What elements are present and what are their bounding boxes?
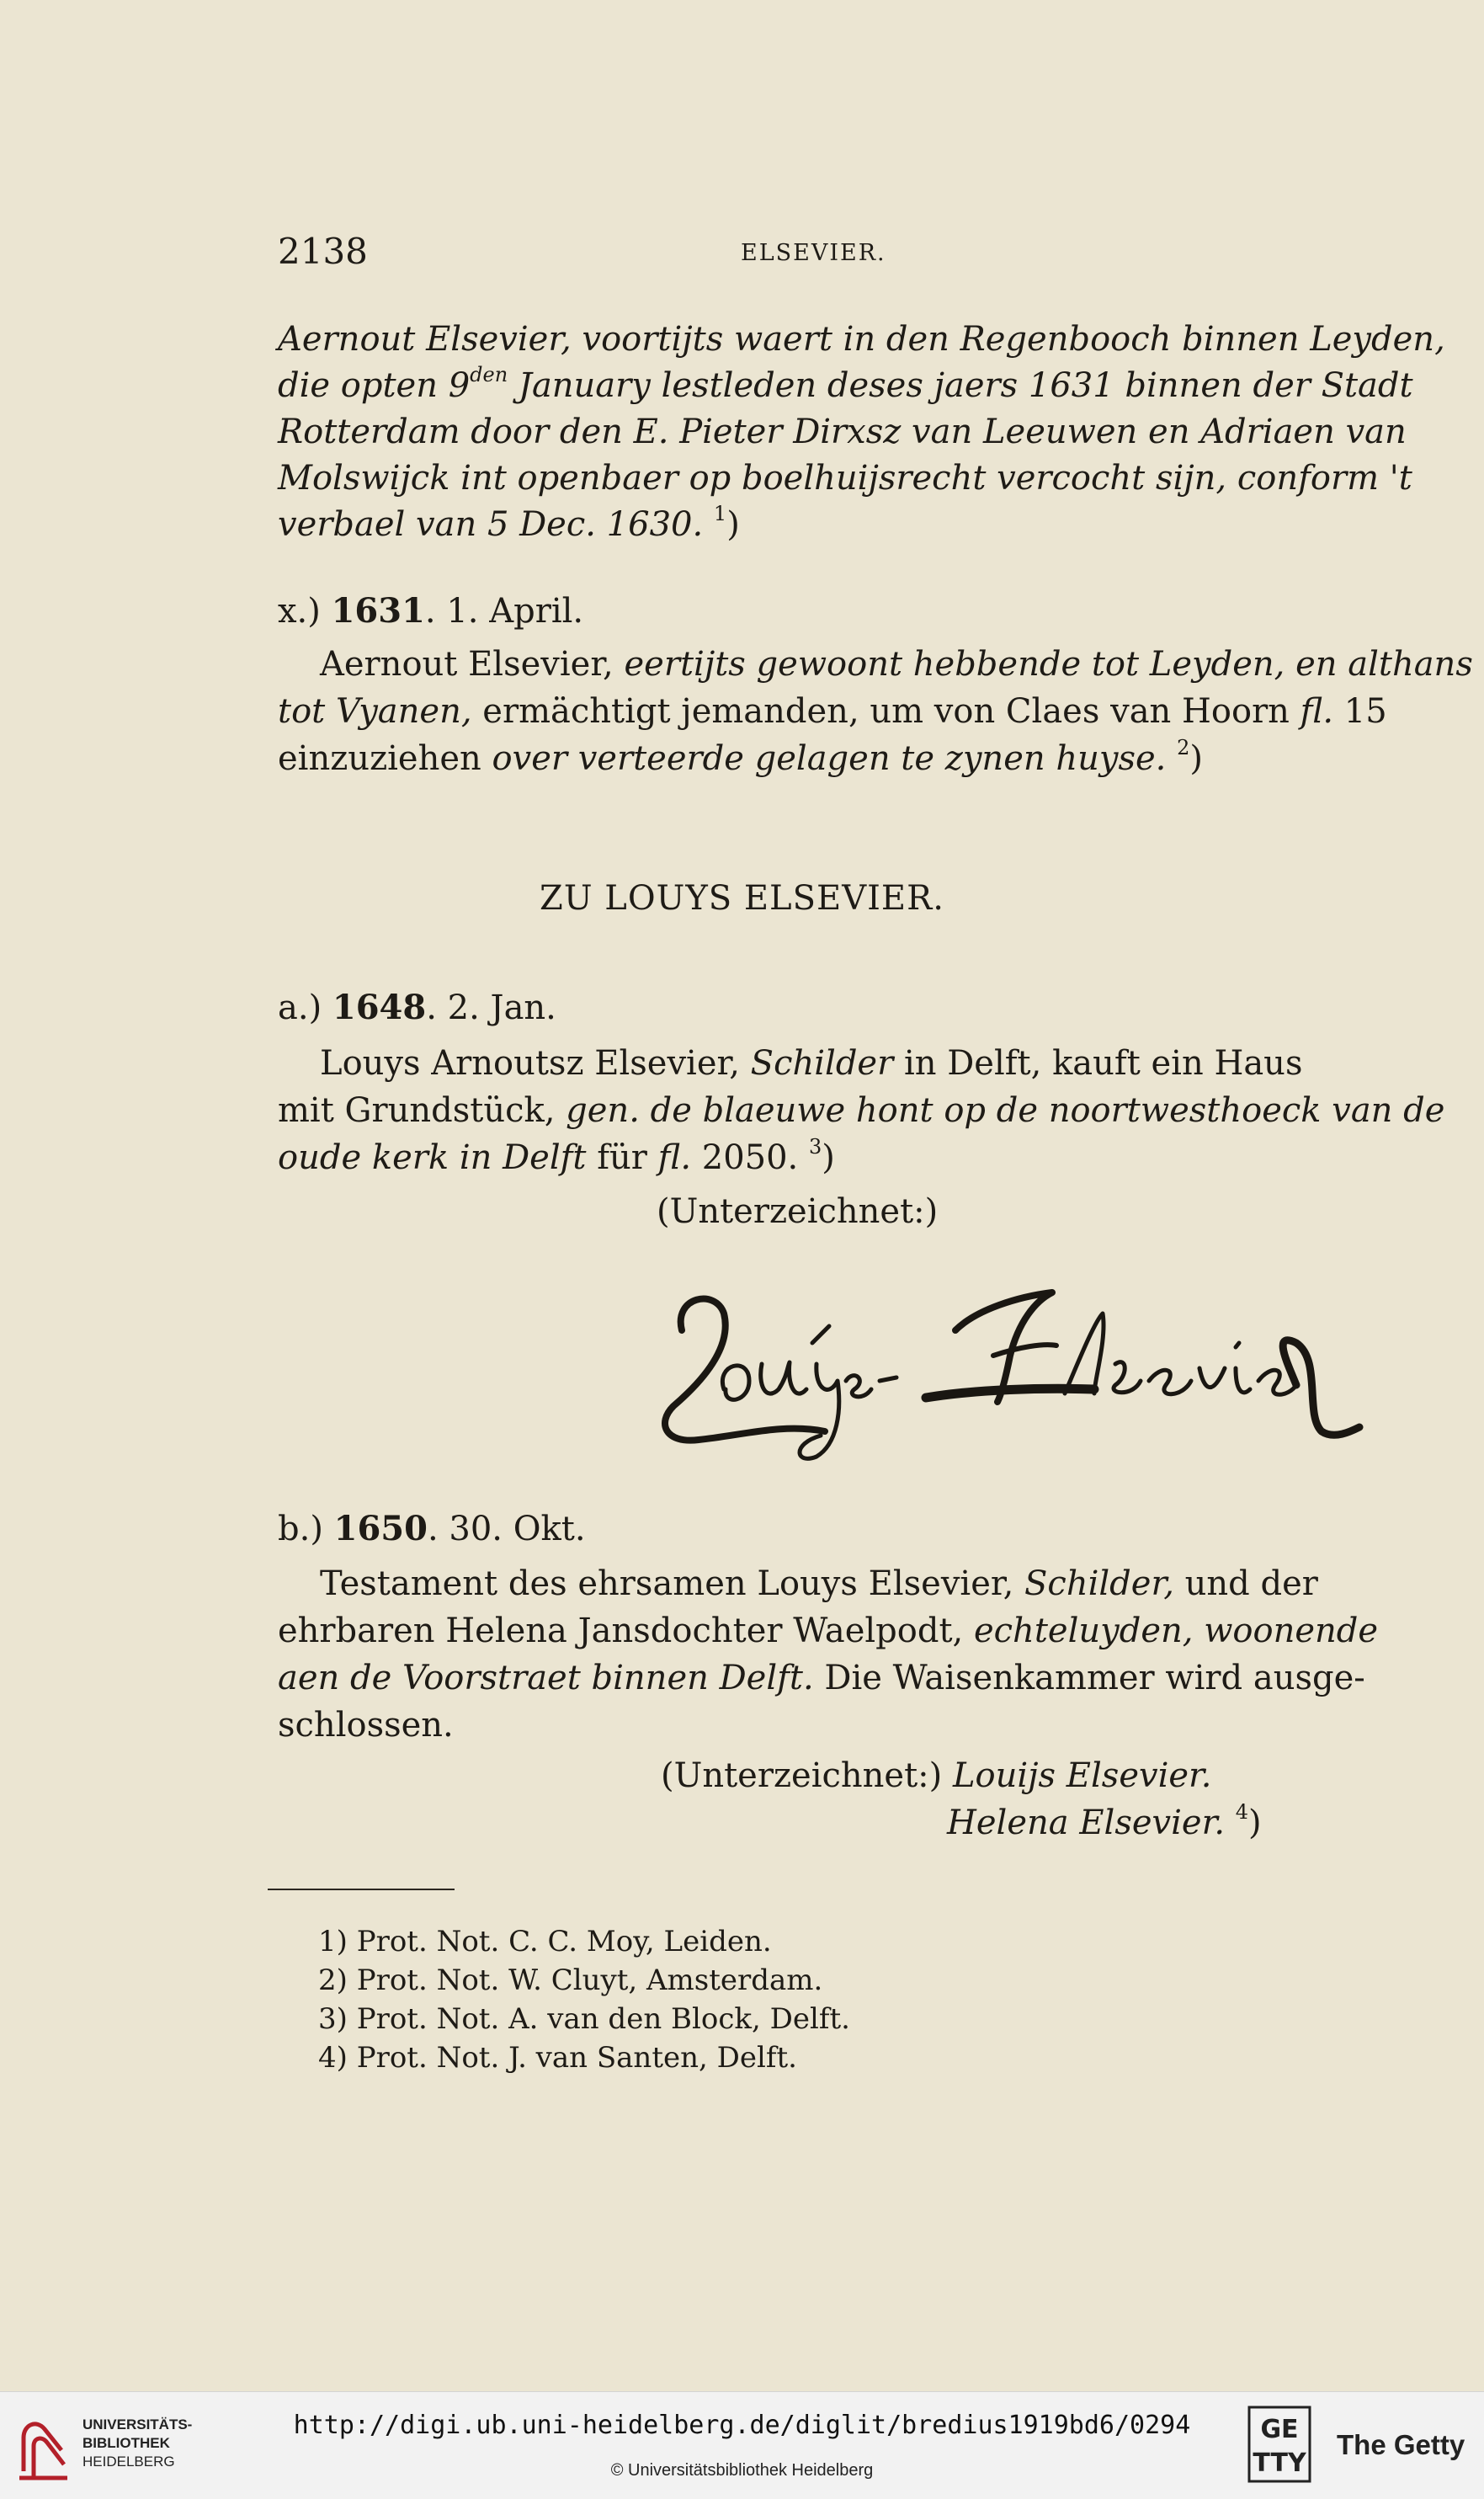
superscript: den (470, 363, 508, 386)
text-run: Schilder, (1024, 1564, 1174, 1603)
section-heading: ZU LOUYS ELSEVIER. (540, 879, 944, 918)
entry-date: . 1. April. (424, 592, 584, 631)
copyright-notice: © Universitätsbibliothek Heidelberg (610, 2461, 874, 2480)
permalink-url[interactable]: http://digi.ub.uni-heidelberg.de/diglit/bredius1919bd6/0294 (293, 2411, 1191, 2440)
text-run: ) (726, 505, 740, 544)
text-line (278, 361, 1413, 414)
footnote: 4) Prot. Not. J. van Santen, Delft. (318, 2041, 797, 2075)
entry-year: 1650 (333, 1509, 428, 1548)
svg-text:GE: GE (1260, 2415, 1299, 2444)
text-run: Aernout Elsevier, (320, 645, 625, 684)
text-run: 15 (1333, 692, 1387, 731)
getty-mark-graphic (1246, 2404, 1313, 2485)
text-line (320, 1039, 1302, 1088)
text-run: tot Vyanen, (278, 692, 472, 731)
text-run: ) (1248, 1804, 1262, 1842)
text-line: Molswijck int openbaer op boelhuijsrecht vercocht sijn, conform 't (278, 459, 1412, 498)
text-run: Schilder (750, 1044, 894, 1083)
footnote: 3) Prot. Not. A. van den Block, Delft. (318, 2002, 850, 2036)
viewer-footer (0, 2391, 1484, 2499)
text-run: verbael van 5 Dec. 1630. (278, 505, 714, 544)
text-run: eertijts gewoont hebbende tot Leyden, en althans (624, 645, 1473, 684)
text-run: ermächtigt jemanden, um von Claes van Hoorn (471, 692, 1300, 731)
text-run: die opten 9 (278, 366, 471, 405)
signed-line (661, 1751, 1212, 1800)
text-run: ) (1189, 739, 1203, 778)
footnote-divider (268, 1889, 455, 1890)
entry-label: b.) (278, 1510, 334, 1548)
text-run: fl. (1300, 692, 1334, 731)
signed-label: (Unterzeichnet:) (657, 1192, 939, 1231)
text-run: für (586, 1138, 658, 1177)
text-run: echteluyden, woonende (973, 1612, 1379, 1650)
text-line (278, 734, 1203, 787)
running-title: ELSEVIER. (741, 240, 886, 266)
entry-heading (278, 983, 556, 1032)
library-name-line: UNIVERSITÄTS- (82, 2416, 193, 2432)
text-line (278, 687, 1387, 736)
getty-name[interactable]: The Getty (1337, 2429, 1465, 2460)
getty-logo-icon (1246, 2404, 1313, 2485)
entry-heading (278, 587, 583, 636)
entry-label: x.) (278, 592, 332, 631)
text-run: 2050. (691, 1138, 809, 1177)
entry-date: . 30. Okt. (427, 1510, 586, 1548)
text-line (278, 500, 740, 553)
text-run: Testament des ehrsamen Louys Elsevier, (320, 1564, 1025, 1603)
text-run: und der (1173, 1564, 1318, 1603)
text-line (320, 640, 1473, 689)
page-number: 2138 (278, 231, 368, 272)
library-name-line: BIBLIOTHEK (82, 2435, 170, 2451)
text-run: ehrbaren Helena Jansdochter Waelpodt, (278, 1612, 974, 1650)
text-run: oude kerk in Delft (278, 1138, 587, 1177)
text-line (278, 1606, 1378, 1655)
entry-year: 1631 (331, 591, 425, 631)
footnote-ref: 1 (713, 502, 727, 525)
footnote-ref: 2 (1177, 736, 1190, 759)
text-run: fl. (657, 1138, 692, 1177)
text-run: aen de Voorstraet binnen Delft. (278, 1659, 814, 1697)
entry-date: . 2. Jan. (426, 988, 556, 1027)
text-line (278, 1133, 835, 1186)
signed-label: (Unterzeichnet:) (661, 1756, 953, 1795)
handwritten-signature (623, 1263, 1364, 1473)
signed-line (947, 1798, 1262, 1852)
signatory-name: Helena Elsevier. (947, 1804, 1226, 1842)
text-run: gen. de blaeuwe hont op de noortwesthoeck van de (566, 1091, 1445, 1130)
text-run: January lestleden deses jaers 1631 binnen der Stadt (508, 366, 1413, 405)
footnote: 2) Prot. Not. W. Cluyt, Amsterdam. (318, 1964, 823, 1997)
footnote: 1) Prot. Not. C. C. Moy, Leiden. (318, 1925, 772, 1958)
svg-text:TTY: TTY (1253, 2448, 1306, 2478)
footnote-ref: 4 (1235, 1800, 1249, 1824)
text-line: schlossen. (278, 1706, 454, 1745)
library-name-line: HEIDELBERG (82, 2454, 175, 2470)
text-run: Louys Arnoutsz Elsevier, (320, 1044, 751, 1083)
text-line (278, 1086, 1444, 1135)
entry-heading (278, 1505, 586, 1553)
signatory-name: Louijs Elsevier. (952, 1756, 1212, 1795)
text-line (320, 1559, 1318, 1608)
footnote-ref: 3 (809, 1135, 822, 1159)
entry-label: a.) (278, 988, 332, 1027)
text-run: mit Grundstück, (278, 1091, 566, 1130)
text-line (278, 1654, 1365, 1702)
text-line: Aernout Elsevier, voortijts waert in den Regenbooch binnen Leyden, (278, 320, 1445, 359)
text-run: einzuziehen (278, 739, 492, 778)
entry-year: 1648 (332, 988, 427, 1027)
text-run: Die Waisenkammer wird ausge- (813, 1659, 1365, 1697)
text-line: Rotterdam door den E. Pieter Dirxsz van Leeuwen en Adriaen van (278, 413, 1407, 451)
text-run: in Delft, kauft ein Haus (893, 1044, 1303, 1083)
text-run: over verteerde gelagen te zynen huyse. (492, 739, 1167, 778)
text-run: ) (822, 1138, 835, 1177)
